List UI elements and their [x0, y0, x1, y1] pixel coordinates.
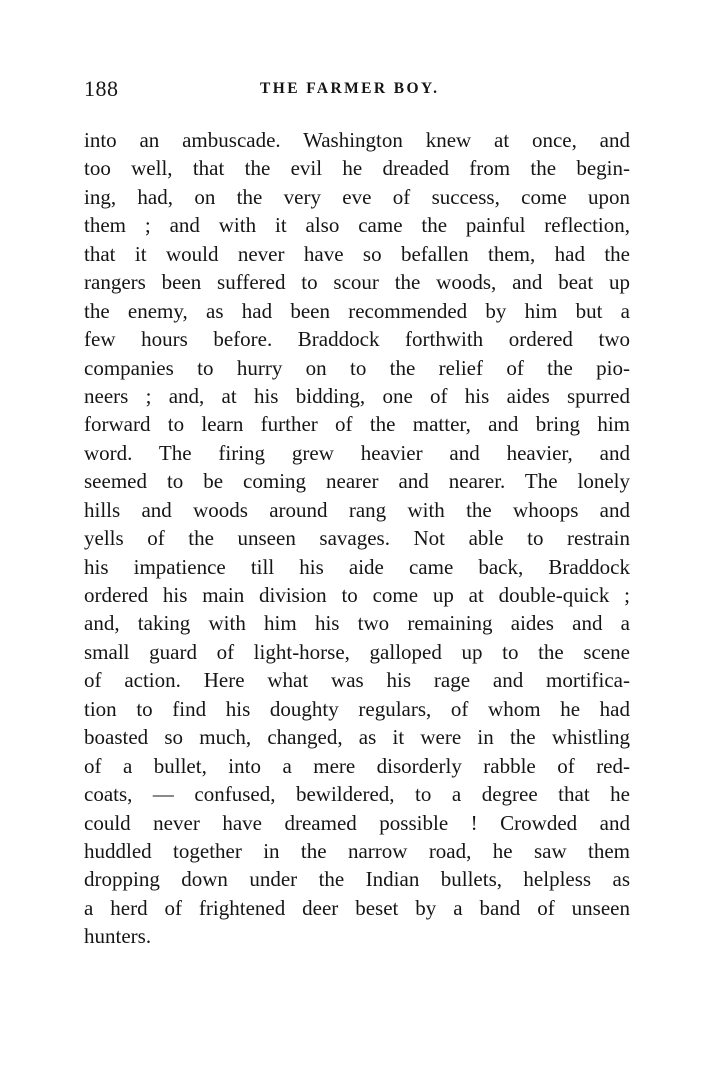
text-line: rangers been suffered to scour the woods, and beat up: [84, 270, 630, 295]
text-line: a herd of frightened deer beset by a band of unseen: [84, 895, 630, 920]
text-line: huddled together in the narrow road, he saw them: [84, 838, 630, 863]
text-line: ordered his main division to come up at double-quick ;: [84, 583, 630, 607]
text-line: few hours before. Braddock forthwith ordered two: [84, 327, 630, 352]
text-line: and, taking with him his two remaining aides and a: [84, 611, 630, 636]
text-line: could never have dreamed possible ! Crowded and: [84, 810, 630, 835]
text-line: coats, — confused, bewildered, to a degree that he: [84, 782, 630, 807]
text-line: too well, that the evil he dreaded from the begin-: [84, 156, 630, 181]
text-line: that it would never have so befallen them, had the: [84, 241, 630, 266]
text-line: into an ambuscade. Washington knew at once, and: [84, 128, 630, 152]
text-line: neers ; and, at his bidding, one of his aides spurred: [84, 383, 630, 408]
page-number: 188: [84, 76, 119, 101]
text-line: companies to hurry on to the relief of the pio-: [84, 355, 630, 380]
text-line: of a bullet, into a mere disorderly rabble of red-: [84, 753, 630, 778]
text-line: his impatience till his aide came back, Braddock: [84, 554, 630, 579]
text-line: small guard of light-horse, galloped up to the scene: [84, 639, 630, 664]
text-line: word. The firing grew heavier and heavier, and: [84, 440, 630, 465]
text-line: yells of the unseen savages. Not able to restrain: [84, 526, 630, 551]
page-header: [84, 76, 630, 106]
body-text: [84, 126, 630, 951]
text-line: ing, had, on the very eve of success, come upon: [84, 184, 630, 209]
running-title: THE FARMER BOY.: [260, 80, 440, 97]
text-line: hunters.: [84, 924, 152, 949]
text-line: seemed to be coming nearer and nearer. The lonely: [84, 469, 630, 494]
text-line: tion to find his doughty regulars, of whom he had: [84, 696, 630, 721]
text-line: hills and woods around rang with the whoops and: [84, 497, 630, 522]
text-line: boasted so much, changed, as it were in the whistling: [84, 725, 630, 750]
text-line: them ; and with it also came the painful reflection,: [84, 213, 630, 238]
text-line: of action. Here what was his rage and mortifica-: [84, 668, 630, 693]
text-line: the enemy, as had been recommended by him but a: [84, 298, 630, 323]
text-line: dropping down under the Indian bullets, helpless as: [84, 867, 630, 892]
text-line: forward to learn further of the matter, and bring him: [84, 412, 630, 437]
